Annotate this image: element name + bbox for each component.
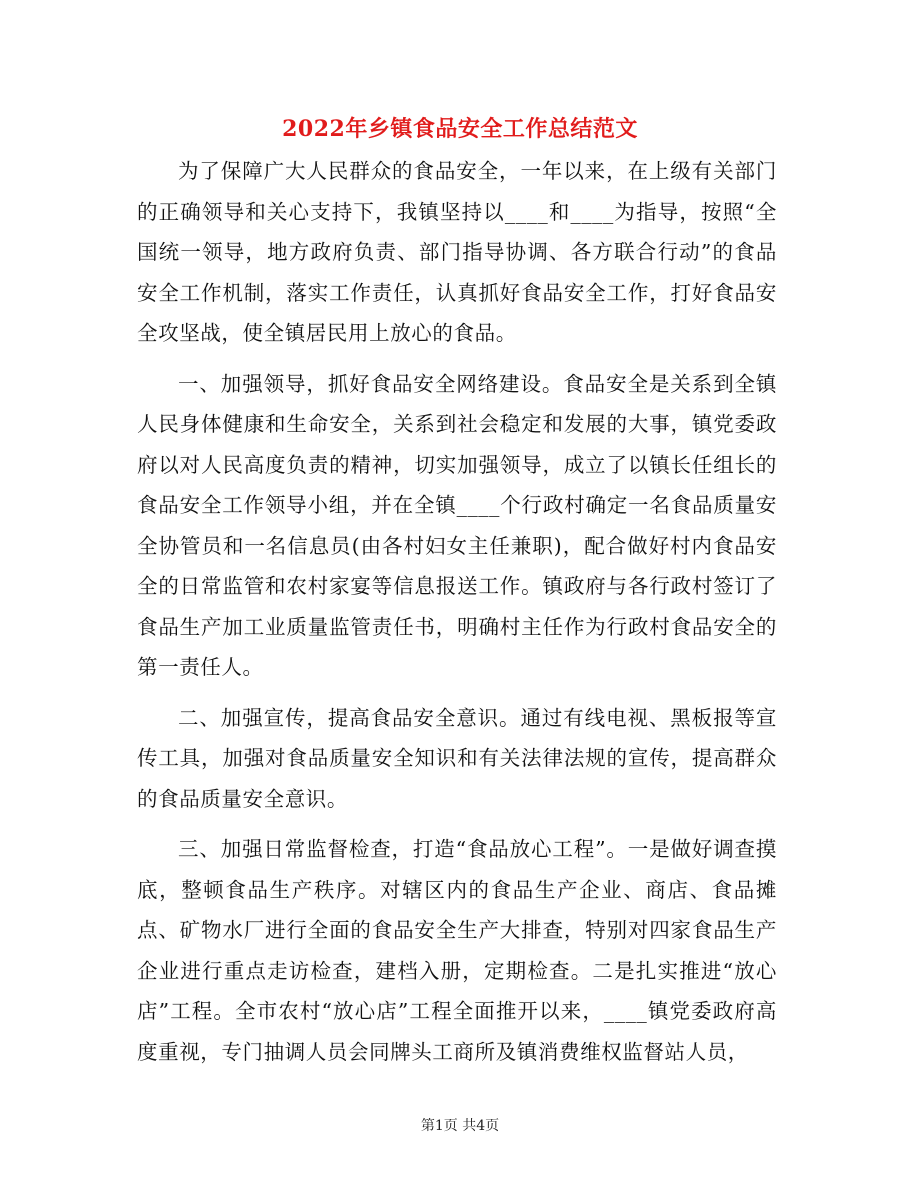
document-title: 2022年乡镇食品安全工作总结范文 (282, 116, 638, 142)
paragraph-section-1: 一、加强领导，抓好食品安全网络建设。食品安全是关系到全镇人民身体健康和生命安全，关系到社会稳定和发展的大事，镇党委政府以对人民高度负责的精神，切实加强领导，成立了以镇长任组长的食品安全工作领导小组，并在全镇____个行政村确定一名食品质量安全协管员和一名信息员(由各村妇女主任兼职)，配合做好村内食品安全的日常监管和农村家宴等信息报送工作。镇政府与各行政村签订了食品生产加工业质量监管责任书，明确村主任作为行政村食品安全的第一责任人。 (137, 371, 777, 679)
paragraph-section-3: 三、加强日常监督检查，打造“食品放心工程”。一是做好调查摸底，整顿食品生产秩序。对辖区内的食品生产企业、商店、食品摊点、矿物水厂进行全面的食品安全生产大排查，特别对四家食品生产企业进行重点走访检查，建档入册，定期检查。二是扎实推进“放心店”工程。全市农村“放心店”工程全面推开以来，____镇党委政府高度重视，专门抽调人员会同牌头工商所及镇消费维权监督站人员， (137, 837, 777, 1064)
document-body (137, 151, 777, 1072)
paragraph-intro: 为了保障广大人民群众的食品安全，一年以来，在上级有关部门的正确领导和关心支持下，我镇坚持以____和____为指导，按照“全国统一领导，地方政府负责、部门指导协调、各方联合行动”的食品安全工作机制，落实工作责任，认真抓好食品安全工作，打好食品安全攻坚战，使全镇居民用上放心的食品。 (137, 159, 777, 345)
paragraph-section-2: 二、加强宣传，提高食品安全意识。通过有线电视、黑板报等宣传工具，加强对食品质量安全知识和有关法律法规的宣传，提高群众的食品质量安全意识。 (137, 705, 777, 811)
page-number: 第1页 共4页 (420, 1118, 500, 1134)
